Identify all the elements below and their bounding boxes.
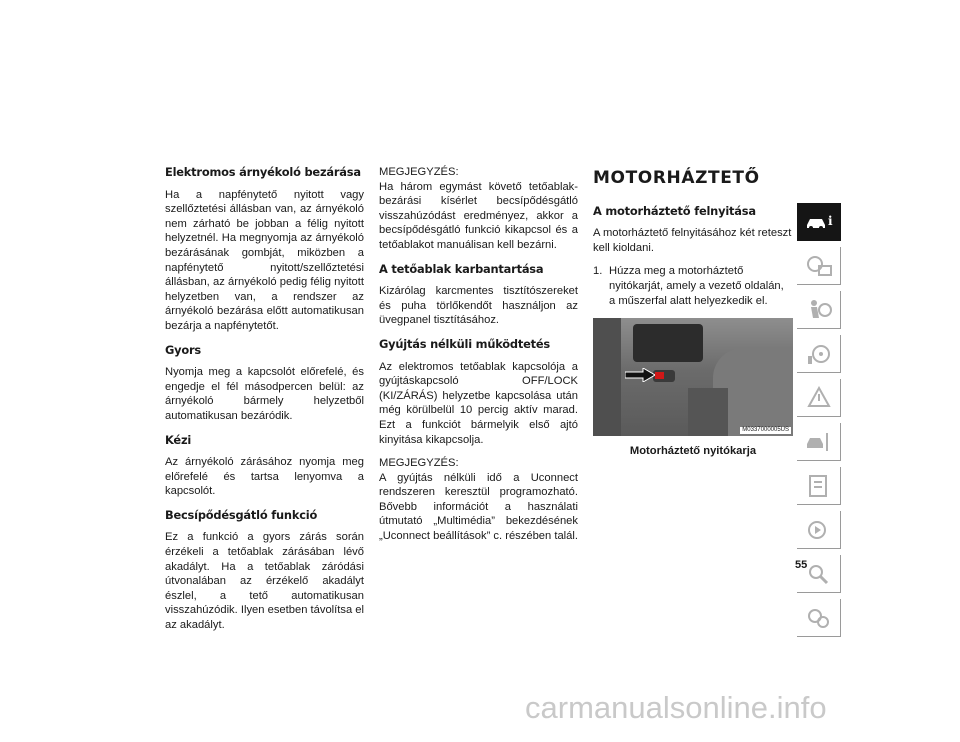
section-heading: Kézi <box>165 432 192 447</box>
paragraph: Az elektromos tetőablak kapcsolója a gyújtáskapcsoló OFF/LOCK (KI/ZÁRÁS) helyzetbe kapcsolása után még körülbelül 10 percig aktív marad. Ezt a funkciót bármelyik első ajtó kinyitása kikapcsolja. <box>379 360 578 446</box>
hood-release-photo <box>593 318 793 436</box>
note-title: MEGJEGYZÉS: <box>379 166 459 178</box>
car-info-icon <box>804 212 834 232</box>
paragraph: Ha a napfénytető nyitott vagy szellőztetési állásban van, az árnyékoló nem zárható be jobban a félig nyitott helyzetnél. Ha megnyomja az árnyékoló bezárásának gombját, miközben a napfénytető nyitott/szellőztetési állásban, az árnyékoló pedig félig nyitott helyzetben van, a rendszer az árnyékoló bezárása előtt automatikusan bezárja a napfénytetőt. <box>165 188 364 332</box>
section-heading: A motorháztető felnyitása <box>593 203 756 218</box>
section-heading: Becsípődésgátló funkció <box>165 507 318 522</box>
photo-pillar <box>593 318 621 436</box>
paragraph: Nyomja meg a kapcsolót előrefelé, és engedje el fél másodpercen belül: az árnyékoló bármely helyzetből automatikusan bezáródik. <box>165 366 364 422</box>
photo-fuse-panel <box>633 324 703 362</box>
tab-car-info[interactable] <box>797 203 841 241</box>
tab-language[interactable] <box>797 599 841 637</box>
note-text: Ha három egymást követő tetőablak-bezárási kísérlet becsípődésgátló visszahúzódást eredményez, akkor a becsípődésgátló funkció kikapcsol és a tetőablakot manuálisan kell bezárni. <box>379 180 578 251</box>
chapter-title: MOTORHÁZTETŐ <box>593 168 760 188</box>
tab-multimedia[interactable] <box>797 511 841 549</box>
paragraph: A motorháztető felnyitásához két reteszt kell kioldani. <box>593 227 792 254</box>
chapter-tabs <box>797 203 841 643</box>
tab-starting-driving[interactable] <box>797 335 841 373</box>
photo-pedal-area <box>688 388 728 436</box>
section-heading: Elektromos árnyékoló bezárása <box>165 165 361 179</box>
airbag-safety-icon <box>805 298 833 322</box>
right-column <box>593 163 793 459</box>
tab-dashboard-messages[interactable] <box>797 247 841 285</box>
road-warning-icon <box>805 386 833 410</box>
tab-safety[interactable] <box>797 291 841 329</box>
numbered-step <box>593 264 793 308</box>
watermark: carmanualsonline.info <box>525 690 827 725</box>
steering-wheel-icon <box>805 342 833 366</box>
section-heading: A tetőablak karbantartása <box>379 261 544 276</box>
car-service-tools-icon <box>805 430 833 454</box>
middle-column <box>379 165 578 553</box>
figure-caption: Motorháztető nyitókarja <box>629 445 757 458</box>
note-title: MEGJEGYZÉS: <box>379 457 459 470</box>
tab-servicing[interactable] <box>797 423 841 461</box>
left-column <box>165 165 364 642</box>
paragraph: Ez a funkció a gyors zárás során érzékeli a tetőablak zárásában lévő akadályt. Ha a tetőablak záródási útvonalában az érzékelő akadályt észlel, a tető automatikusan visszahúzódik. Ilyen esetben távolítsa el az akadályt. <box>165 531 364 632</box>
multimedia-icon <box>805 518 833 542</box>
page-number: 55 <box>795 559 808 571</box>
step-number: 1. <box>593 265 603 278</box>
svg-text:i: i <box>828 214 833 228</box>
tab-emergency[interactable] <box>797 379 841 417</box>
section-heading: Gyújtás nélküli működtetés <box>379 336 551 351</box>
step-text: Húzza meg a motorháztető nyitókarját, amely a vezető oldalán, a műszerfal alatt helyezkedik el. <box>609 265 784 307</box>
tab-specifications[interactable] <box>797 467 841 505</box>
section-heading: Gyors <box>165 342 201 357</box>
search-index-icon <box>805 562 833 586</box>
pointer-arrow-icon <box>625 368 655 382</box>
dashboard-messages-icon <box>805 254 833 278</box>
language-icon <box>805 606 833 630</box>
note-text: A gyújtás nélküli idő a Uconnect rendszeren keresztül programozható. Bővebb információt a használati útmutató „Multimédia” bekezdésének „Uconnect beállítások” c. részében talál. <box>379 471 578 543</box>
paragraph: Az árnyékoló zárásához nyomja meg előrefelé és tartsa lenyomva a kapcsolót. <box>165 456 364 498</box>
checklist-icon <box>805 474 833 498</box>
paragraph: Kizárólag karcmentes tisztítószereket és puha törlőkendőt használjon az üvegpanel tisztításához. <box>379 285 578 327</box>
photo-lever-highlight <box>655 372 664 379</box>
figure-code: M0337000005US <box>742 427 789 434</box>
